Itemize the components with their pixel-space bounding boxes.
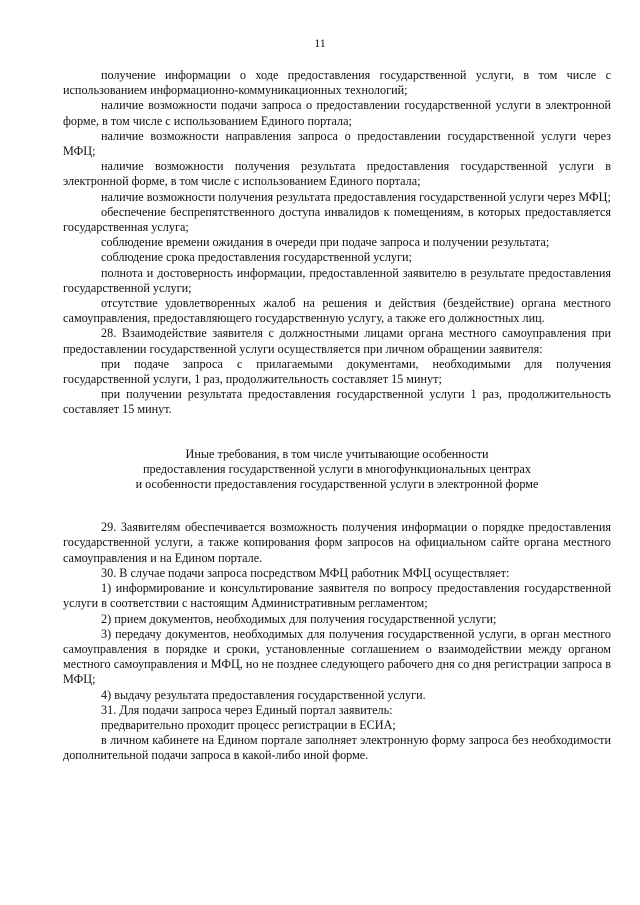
paragraph: получение информации о ходе предоставления государственной услуги, в том числе с использованием информационно-коммуникационных технологий; — [63, 68, 611, 98]
paragraph: обеспечение беспрепятственного доступа инвалидов к помещениям, в которых предоставляется государственная услуга; — [63, 204, 611, 235]
paragraph: 2) прием документов, необходимых для получения государственной услуги; — [101, 611, 497, 626]
paragraph: 4) выдачу результата предоставления государственной услуги. — [101, 687, 426, 702]
paragraph: соблюдение срока предоставления государственной услуги; — [101, 250, 412, 265]
heading-line: Иные требования, в том числе учитывающие особенности — [185, 446, 489, 461]
paragraph: 3) передачу документов, необходимых для получения государственной услуги, в орган местного самоуправления в порядке и сроки, установленные соглашением о взаимодействии между органом местного самоуправления и МФЦ, но не позднее следующего рабочего дня со дня регистрации запроса в МФЦ; — [63, 626, 611, 687]
page-number: 11 — [314, 36, 326, 50]
paragraph: предварительно проходит процесс регистрации в ЕСИА; — [101, 717, 396, 732]
paragraph: наличие возможности получения результата предоставления государственной услуги через МФЦ; — [101, 189, 611, 204]
document-body — [63, 68, 611, 764]
paragraph: соблюдение времени ожидания в очереди при подаче запроса и получении результата; — [101, 235, 550, 250]
paragraph: 30. В случае подачи запроса посредством МФЦ работник МФЦ осуществляет: — [101, 565, 510, 580]
paragraph: 1) информирование и консультирование заявителя по вопросу предоставления государственной услуги в соответствии с настоящим Административным регламентом; — [63, 581, 611, 611]
paragraph: наличие возможности подачи запроса о предоставлении государственной услуги в электронной форме, в том числе с использованием Единого портала; — [63, 98, 611, 128]
paragraph: наличие возможности получения результата предоставления государственной услуги в электронной форме, в том числе с использованием Единого портала; — [63, 159, 611, 189]
paragraph: полнота и достоверность информации, предоставленной заявителю в результате предоставления государственной услуги; — [63, 265, 611, 295]
paragraph: 29. Заявителям обеспечивается возможность получения информации о порядке предоставления государственной услуги, а также копирования форм запросов на официальном сайте органа местного самоуправления и на Едином портале. — [63, 520, 611, 565]
paragraph: 28. Взаимодействие заявителя с должностными лицами органа местного самоуправления при предоставлении государственной услуги осуществляется при личном обращении заявителя: — [63, 326, 611, 356]
heading-line: и особенности предоставления государственной услуги в электронной форме — [135, 477, 539, 492]
paragraph: при подаче запроса с прилагаемыми документами, необходимыми для получения государственной услуги, 1 раз, продолжительность составляет 15 минут; — [63, 356, 611, 387]
section-heading — [63, 447, 611, 493]
paragraph: 31. Для подачи запроса через Единый портал заявитель: — [101, 702, 393, 717]
heading-line: предоставления государственной услуги в многофункциональных центрах — [143, 461, 531, 476]
paragraph: наличие возможности направления запроса о предоставлении государственной услуги через МФЦ; — [63, 128, 611, 159]
paragraph: отсутствие удовлетворенных жалоб на решения и действия (бездействие) органа местного самоуправления, предоставляющего государственную услугу, а также его должностных лиц. — [63, 296, 611, 326]
paragraph: при получении результата предоставления государственной услуги 1 раз, продолжительность составляет 15 минут. — [63, 387, 611, 417]
paragraph: в личном кабинете на Едином портале заполняет электронную форму запроса без необходимости дополнительной подачи запроса в какой-либо иной форме. — [63, 733, 611, 763]
